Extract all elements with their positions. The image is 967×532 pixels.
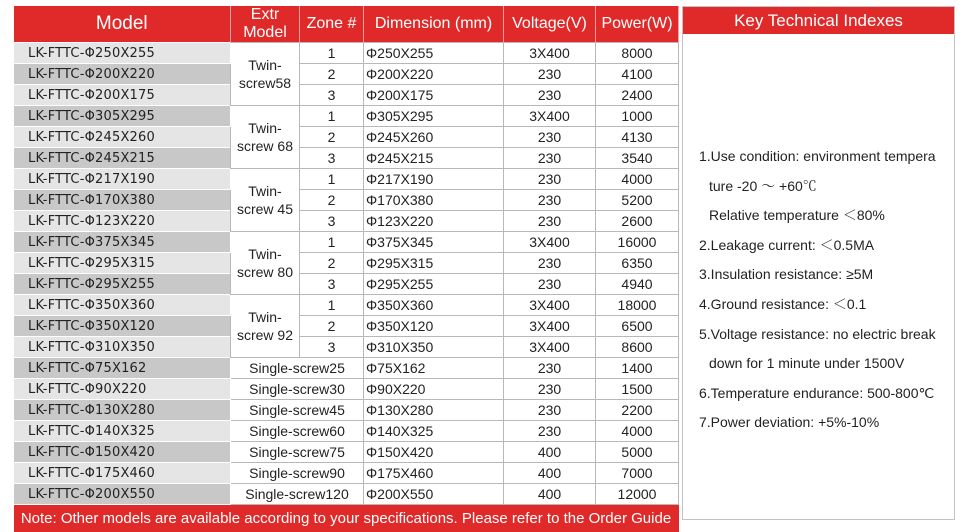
model-cell: LK-FTTC-Φ295X255 (14, 274, 231, 295)
voltage-cell: 230 (504, 148, 596, 169)
key-index-line: down for 1 minute under 1500V (709, 355, 905, 372)
dimension-cell: Φ245X215 (364, 148, 504, 169)
power-cell: 5200 (596, 190, 679, 211)
table-row (14, 106, 679, 127)
model-cell: LK-FTTC-Φ200X175 (14, 85, 231, 106)
power-cell: 4100 (596, 64, 679, 85)
voltage-cell: 400 (504, 484, 596, 505)
power-cell: 4000 (596, 421, 679, 442)
voltage-cell: 230 (504, 358, 596, 379)
power-cell: 16000 (596, 232, 679, 253)
dimension-cell: Φ217X190 (364, 169, 504, 190)
extr-model-cell: Twin-screw 68 (231, 106, 300, 169)
zone-cell: 3 (300, 274, 364, 295)
voltage-cell: 230 (504, 64, 596, 85)
power-cell: 4130 (596, 127, 679, 148)
zone-cell: 3 (300, 148, 364, 169)
voltage-cell: 400 (504, 442, 596, 463)
model-cell: LK-FTTC-Φ175X460 (14, 463, 231, 484)
voltage-cell: 230 (504, 85, 596, 106)
table-row (14, 358, 679, 379)
extr-model-cell: Twin-screw 92 (231, 295, 300, 358)
dimension-cell: Φ375X345 (364, 232, 504, 253)
header-model: Model (14, 6, 231, 43)
model-cell: LK-FTTC-Φ200X220 (14, 64, 231, 85)
dimension-cell: Φ123X220 (364, 211, 504, 232)
voltage-cell: 230 (504, 379, 596, 400)
extr-model-cell: Single-screw45 (231, 400, 364, 421)
model-cell: LK-FTTC-Φ170X380 (14, 190, 231, 211)
table-body (14, 43, 679, 505)
header-zone: Zone # (300, 6, 364, 43)
dimension-cell: Φ295X255 (364, 274, 504, 295)
dimension-cell: Φ170X380 (364, 190, 504, 211)
table-row (14, 337, 679, 358)
voltage-cell: 230 (504, 211, 596, 232)
header-extr-model: Extr Model (231, 6, 300, 43)
dimension-cell: Φ200X550 (364, 484, 504, 505)
dimension-cell: Φ350X360 (364, 295, 504, 316)
model-cell: LK-FTTC-Φ130X280 (14, 400, 231, 421)
power-cell: 6500 (596, 316, 679, 337)
model-cell: LK-FTTC-Φ245X215 (14, 148, 231, 169)
model-cell: LK-FTTC-Φ217X190 (14, 169, 231, 190)
voltage-cell: 230 (504, 190, 596, 211)
model-cell: LK-FTTC-Φ245X260 (14, 127, 231, 148)
power-cell: 4000 (596, 169, 679, 190)
extr-model-cell: Twin-screw 80 (231, 232, 300, 295)
table-row (14, 169, 679, 190)
voltage-cell: 230 (504, 274, 596, 295)
header-voltage: Voltage(V) (504, 6, 596, 43)
key-index-line: 1.Use condition: environment tempera (699, 148, 936, 164)
table-row (14, 190, 679, 211)
model-cell: LK-FTTC-Φ150X420 (14, 442, 231, 463)
key-index-line: 7.Power deviation: +5%-10% (699, 414, 880, 431)
table-row (14, 379, 679, 400)
key-index-line: ture -20 ～ +60℃ (709, 177, 817, 194)
voltage-cell: 230 (504, 169, 596, 190)
model-cell: LK-FTTC-Φ90X220 (14, 379, 231, 400)
table-row (14, 400, 679, 421)
table-row (14, 85, 679, 106)
model-cell: LK-FTTC-Φ350X360 (14, 295, 231, 316)
key-index-line: 4.Ground resistance: ＜0.1 (699, 295, 867, 312)
dimension-cell: Φ310X350 (364, 337, 504, 358)
table-row (14, 64, 679, 85)
zone-cell: 2 (300, 64, 364, 85)
zone-cell: 1 (300, 295, 364, 316)
spec-table (13, 6, 679, 532)
table-row (14, 316, 679, 337)
dimension-cell: Φ175X460 (364, 463, 504, 484)
zone-cell: 2 (300, 253, 364, 274)
power-cell: 12000 (596, 484, 679, 505)
extr-model-cell: Twin-screw 45 (231, 169, 300, 232)
voltage-cell: 230 (504, 253, 596, 274)
table-row (14, 274, 679, 295)
dimension-cell: Φ90X220 (364, 379, 504, 400)
voltage-cell: 230 (504, 421, 596, 442)
power-cell: 1000 (596, 106, 679, 127)
zone-cell: 1 (300, 232, 364, 253)
dimension-cell: Φ140X325 (364, 421, 504, 442)
model-cell: LK-FTTC-Φ295X315 (14, 253, 231, 274)
table-row (14, 148, 679, 169)
power-cell: 3540 (596, 148, 679, 169)
zone-cell: 1 (300, 43, 364, 64)
voltage-cell: 3X400 (504, 295, 596, 316)
power-cell: 6350 (596, 253, 679, 274)
power-cell: 5000 (596, 442, 679, 463)
voltage-cell: 3X400 (504, 316, 596, 337)
voltage-cell: 3X400 (504, 43, 596, 64)
dimension-cell: Φ130X280 (364, 400, 504, 421)
dimension-cell: Φ350X120 (364, 316, 504, 337)
table-row (14, 484, 679, 505)
power-cell: 4940 (596, 274, 679, 295)
table-row (14, 421, 679, 442)
header-dimension: Dimension (mm) (364, 6, 504, 43)
dimension-cell: Φ200X220 (364, 64, 504, 85)
zone-cell: 2 (300, 127, 364, 148)
extr-model-cell: Single-screw120 (231, 484, 364, 505)
extr-model-cell: Single-screw30 (231, 379, 364, 400)
header-power: Power(W) (596, 6, 679, 43)
extr-model-cell: Twin-screw58 (231, 43, 300, 106)
table-row (14, 43, 679, 64)
zone-cell: 2 (300, 190, 364, 211)
extr-model-cell: Single-screw75 (231, 442, 364, 463)
model-cell: LK-FTTC-Φ200X550 (14, 484, 231, 505)
table-row (14, 295, 679, 316)
voltage-cell: 230 (504, 127, 596, 148)
model-cell: LK-FTTC-Φ350X120 (14, 316, 231, 337)
power-cell: 2400 (596, 85, 679, 106)
table-row (14, 232, 679, 253)
voltage-cell: 3X400 (504, 232, 596, 253)
extr-model-cell: Single-screw90 (231, 463, 364, 484)
voltage-cell: 3X400 (504, 106, 596, 127)
power-cell: 1500 (596, 379, 679, 400)
key-index-line: 6.Temperature endurance: 500-800℃ (699, 384, 935, 401)
model-cell: LK-FTTC-Φ310X350 (14, 337, 231, 358)
power-cell: 2600 (596, 211, 679, 232)
voltage-cell: 400 (504, 463, 596, 484)
extr-model-cell: Single-screw60 (231, 421, 364, 442)
key-indexes-panel (682, 6, 955, 520)
zone-cell: 3 (300, 211, 364, 232)
power-cell: 8600 (596, 337, 679, 358)
table-row (14, 442, 679, 463)
power-cell: 7000 (596, 463, 679, 484)
voltage-cell: 230 (504, 400, 596, 421)
model-cell: LK-FTTC-Φ375X345 (14, 232, 231, 253)
dimension-cell: Φ75X162 (364, 358, 504, 379)
model-cell: LK-FTTC-Φ305X295 (14, 106, 231, 127)
key-index-line: 3.Insulation resistance: ≥5M (699, 266, 874, 283)
zone-cell: 3 (300, 337, 364, 358)
zone-cell: 2 (300, 316, 364, 337)
zone-cell: 3 (300, 85, 364, 106)
power-cell: 18000 (596, 295, 679, 316)
extr-model-cell: Single-screw25 (231, 358, 364, 379)
dimension-cell: Φ295X315 (364, 253, 504, 274)
key-indexes-list (683, 34, 954, 438)
table-row (14, 211, 679, 232)
power-cell: 8000 (596, 43, 679, 64)
key-index-line: 5.Voltage resistance: no electric break (699, 325, 936, 342)
power-cell: 1400 (596, 358, 679, 379)
key-index-line: Relative temperature ＜80% (709, 207, 885, 224)
dimension-cell: Φ245X260 (364, 127, 504, 148)
order-guide-note: Note: Other models are available according to your specifications. Please refer to the Order Guide (14, 505, 679, 532)
dimension-cell: Φ250X255 (364, 43, 504, 64)
zone-cell: 1 (300, 169, 364, 190)
table-row (14, 253, 679, 274)
power-cell: 2200 (596, 400, 679, 421)
key-index-line: 2.Leakage current: ＜0.5MA (699, 236, 875, 253)
key-indexes-title: Key Technical Indexes (683, 7, 954, 34)
note-row (14, 505, 679, 532)
dimension-cell: Φ200X175 (364, 85, 504, 106)
model-cell: LK-FTTC-Φ75X162 (14, 358, 231, 379)
table-row (14, 463, 679, 484)
model-cell: LK-FTTC-Φ140X325 (14, 421, 231, 442)
table-header-row (14, 6, 679, 43)
model-cell: LK-FTTC-Φ250X255 (14, 43, 231, 64)
dimension-cell: Φ150X420 (364, 442, 504, 463)
zone-cell: 1 (300, 106, 364, 127)
voltage-cell: 3X400 (504, 337, 596, 358)
dimension-cell: Φ305X295 (364, 106, 504, 127)
model-cell: LK-FTTC-Φ123X220 (14, 211, 231, 232)
table-row (14, 127, 679, 148)
